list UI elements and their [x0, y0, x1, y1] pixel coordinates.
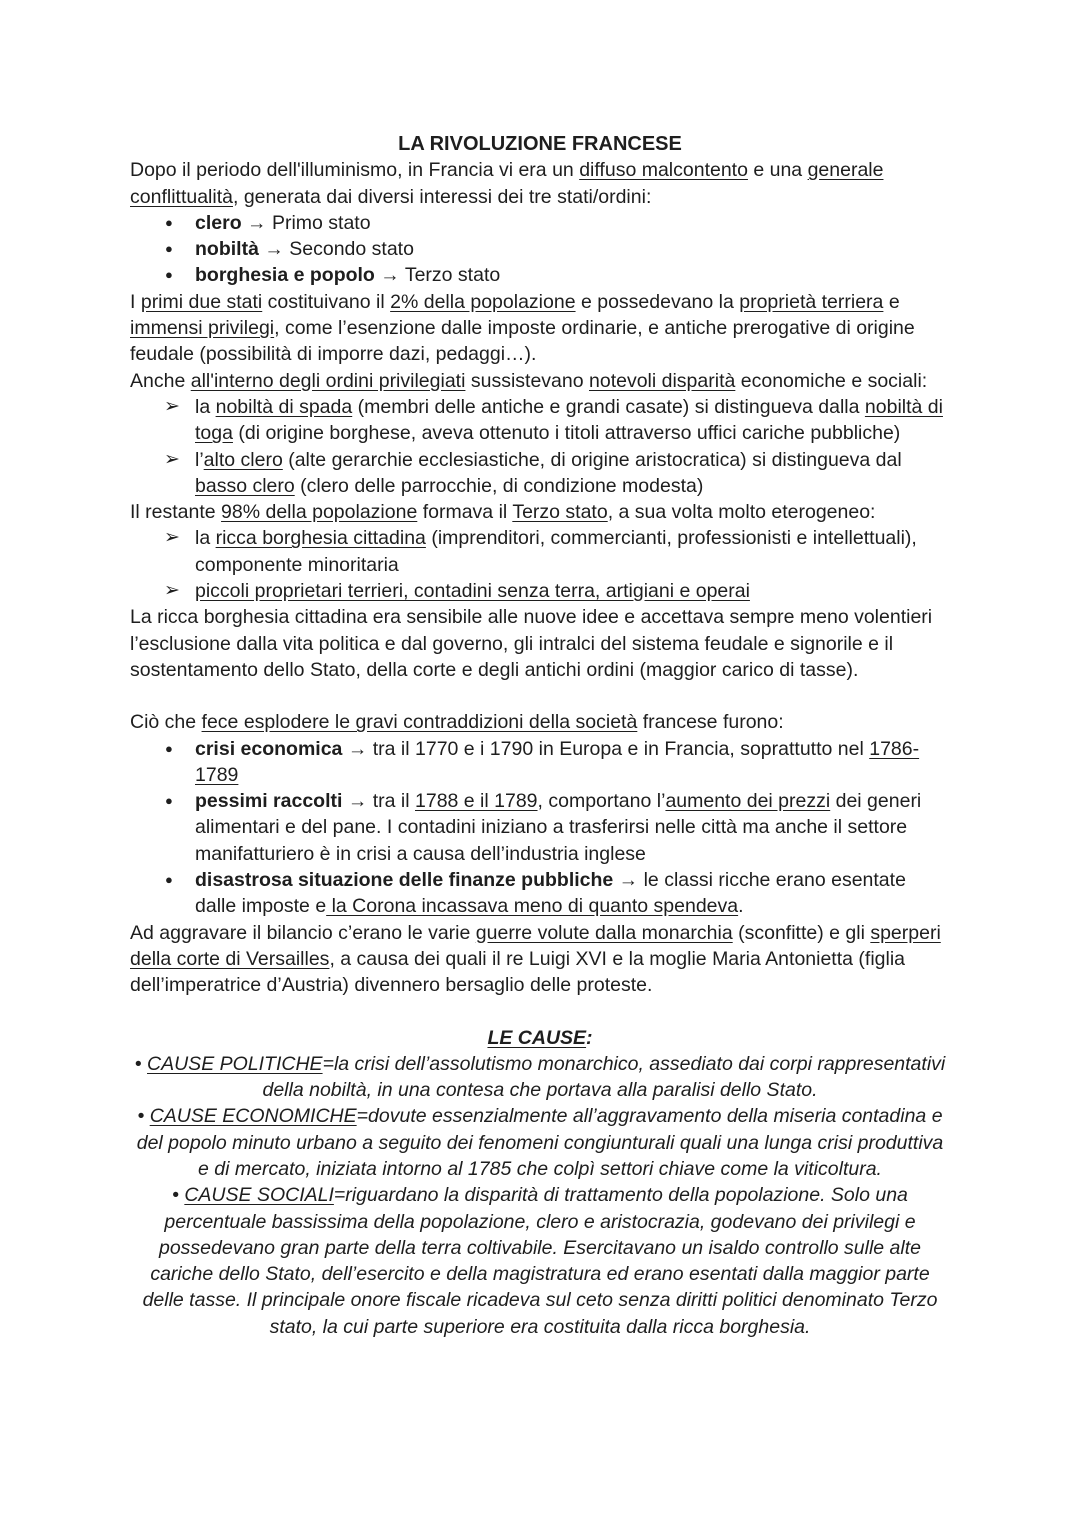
cause-economic [130, 1103, 950, 1182]
text: , comportano l’ [537, 790, 666, 813]
underlined-text: fece esplodere le gravi contraddizioni della società [201, 711, 638, 734]
cause-text: =dovute essenzialmente all’aggravamento della miseria contadina e del popolo minuto urbano a seguito dei fenomeni congiunturali quali una lunga crisi produttiva e di mercato, iniziata intorno al 1785 che colpì settori chiave come la viticoltura. [136, 1105, 944, 1180]
underlined-text: immensi privilegi [130, 317, 275, 340]
list-item [130, 210, 950, 236]
causes-heading [130, 1025, 950, 1051]
underlined-text: 98% della popolazione [221, 501, 418, 524]
estate-rank: → Terzo stato [374, 264, 501, 287]
bullet-glyph: • [134, 1052, 148, 1075]
text: , come l’esenzione dalle imposte ordinarie, e antiche prerogative di origine feudale (possibilità di imporre dazi, pedaggi…). [130, 317, 915, 366]
text: (imprenditori, commercianti, professionisti e intellettuali), componente minoritaria [195, 527, 917, 576]
third-estate-paragraph [130, 499, 950, 525]
cause-text: =riguardano la disparità di trattamento della popolazione. Solo una percentuale bassissima della popolazione, clero e aristocrazia, godevano dei privilegi e possedevano gran parte della terra coltivabile. Esercitavano un isaldo controllo sulle alte cariche dello Stato, dell’esercito e della magistratura ed erano esentati dalla maggior parte delle tasse. Il principale onore fiscale ricadeva sul ceto senza diritti politici denominato Terzo stato, la cui parte superiore era costituita dalla ricca borghesia. [142, 1184, 938, 1338]
underlined-text: sperperi della corte di Versailles [130, 921, 941, 970]
cause-political [130, 1051, 950, 1104]
cause-social [130, 1182, 950, 1340]
underlined-text: primi due stati [140, 290, 263, 313]
underlined-text: 1786-1789 [195, 737, 920, 786]
text: , a sua volta molto eterogeneo: [607, 501, 876, 524]
text: (alte gerarchie ecclesiastiche, di origine aristocratica) si distingueva dal [282, 448, 902, 471]
underlined-text: 2% della popolazione [390, 290, 576, 313]
text: e una [747, 159, 808, 182]
underlined-text: generale conflittualità [130, 159, 884, 208]
text: . [738, 895, 744, 918]
privileged-orders-list [130, 394, 950, 499]
document-body [130, 131, 950, 1340]
disparities-paragraph [130, 368, 950, 394]
underlined-text: piccoli proprietari terrieri, contadini senza terra, artigiani e operai [195, 580, 750, 603]
text: e possedevano la [575, 290, 740, 313]
cause-label: CAUSE SOCIALI [184, 1184, 334, 1207]
list-item [130, 262, 950, 288]
text: , a causa dei quali il re Luigi XVI e la moglie Maria Antonietta (figlia dell’imperatrice d’Austria) divennero bersaglio delle proteste. [130, 947, 906, 997]
cause-text: =la crisi dell’assolutismo monarchico, assediato dai corpi rappresentativi della nobiltà, in una contesa che portava alla paralisi dello Stato. [262, 1052, 946, 1102]
text: dei generi alimentari e del pane. I contadini iniziano a trasferirsi nelle città ma anche il settore manifatturiero è in crisi a causa dell’industria inglese [195, 790, 922, 865]
intro-paragraph [130, 157, 950, 210]
estates-list [130, 210, 950, 289]
underlined-text: guerre volute dalla monarchia [475, 921, 733, 944]
underlined-text: basso clero [195, 474, 295, 497]
text: costituivano il [262, 290, 391, 313]
text: I [130, 290, 141, 313]
estate-name: borghesia e popolo [195, 264, 375, 287]
aggravation-paragraph [130, 920, 950, 999]
underlined-text: diffuso malcontento [579, 159, 748, 182]
text: (membri delle antiche e grandi casate) si distingueva dalla [352, 395, 865, 418]
text: Anche [130, 369, 191, 392]
bullet-glyph: • [172, 1184, 185, 1207]
text: Dopo il periodo dell'illuminismo, in Francia vi era un [130, 159, 580, 182]
list-item [130, 525, 950, 578]
text: (sconfitte) e gli [732, 921, 871, 944]
list-item [130, 578, 950, 604]
underlined-text: aumento dei prezzi [665, 790, 831, 813]
bourgeoisie-paragraph: La ricca borghesia cittadina era sensibile alle nuove idee e accettava sempre meno volentieri l’esclusione dalla vita politica e dal governo, gli intralci del sistema feudale e signorile e il sostentamento dello Stato, della corte e degli antichi ordini (maggior carico di tasse). [130, 606, 933, 681]
text: francese furono: [637, 711, 784, 734]
trigger-name: disastrosa situazione delle finanze pubbliche [195, 869, 614, 892]
contradictions-paragraph [130, 709, 950, 735]
underlined-text: alto clero [203, 448, 283, 471]
causes-section [130, 1051, 950, 1340]
text: → tra il [342, 790, 415, 813]
triggers-list [130, 736, 950, 920]
underlined-text: ricca borghesia cittadina [215, 527, 426, 550]
cause-label: CAUSE POLITICHE [147, 1052, 323, 1075]
text: → le classi ricche erano esentate dalle imposte e [195, 869, 906, 918]
text: sussistevano [465, 369, 589, 392]
underlined-text: all'interno degli ordini privilegiati [190, 369, 466, 392]
text: (clero delle parrocchie, di condizione modesta) [294, 474, 704, 497]
list-item [130, 736, 950, 789]
estate-name: clero [195, 211, 242, 234]
estate-rank: → Primo stato [241, 211, 371, 234]
spacer [130, 999, 950, 1025]
third-estate-list [130, 525, 950, 604]
text: e [883, 290, 900, 313]
underlined-text: 1788 e il 1789 [415, 790, 538, 813]
list-item [130, 236, 950, 262]
underlined-text: nobiltà di spada [215, 395, 353, 418]
trigger-name: pessimi raccolti [195, 790, 343, 813]
text: Ciò che [130, 711, 202, 734]
list-item [130, 788, 950, 867]
underlined-text: nobiltà di toga [195, 395, 943, 445]
list-item [130, 867, 950, 920]
text: la [195, 527, 216, 550]
text: → tra il 1770 e i 1790 in Europa e in Francia, soprattutto nel [342, 737, 870, 760]
privileges-paragraph [130, 289, 950, 368]
underlined-text: notevoli disparità [589, 369, 736, 392]
cause-label: CAUSE ECONOMICHE [149, 1105, 357, 1128]
list-item [130, 394, 950, 447]
text: l’ [195, 448, 204, 471]
page-title: LA RIVOLUZIONE FRANCESE [398, 133, 682, 155]
text: : [586, 1026, 593, 1049]
text: , generata dai diversi interessi dei tre stati/ordini: [232, 185, 652, 208]
text: (di origine borghese, aveva ottenuto i titoli attraverso uffici cariche pubbliche) [232, 422, 901, 445]
text: economiche e sociali: [735, 369, 928, 392]
spacer [130, 683, 950, 709]
text: Ad aggravare il bilancio c’erano le varie [130, 921, 476, 944]
text: Il restante [130, 501, 222, 524]
estate-name: nobiltà [195, 238, 259, 261]
underlined-text: proprietà terriera [739, 290, 884, 313]
bullet-glyph: • [137, 1105, 150, 1128]
list-item [130, 447, 950, 500]
estate-rank: → Secondo stato [258, 238, 414, 261]
text: la [195, 395, 216, 418]
underlined-text: la Corona incassava meno di quanto spendeva [326, 895, 739, 918]
text: formava il [417, 501, 513, 524]
underlined-text: Terzo stato [512, 501, 608, 524]
trigger-name: crisi economica [195, 737, 343, 760]
causes-title-text: LE CAUSE [487, 1026, 587, 1049]
